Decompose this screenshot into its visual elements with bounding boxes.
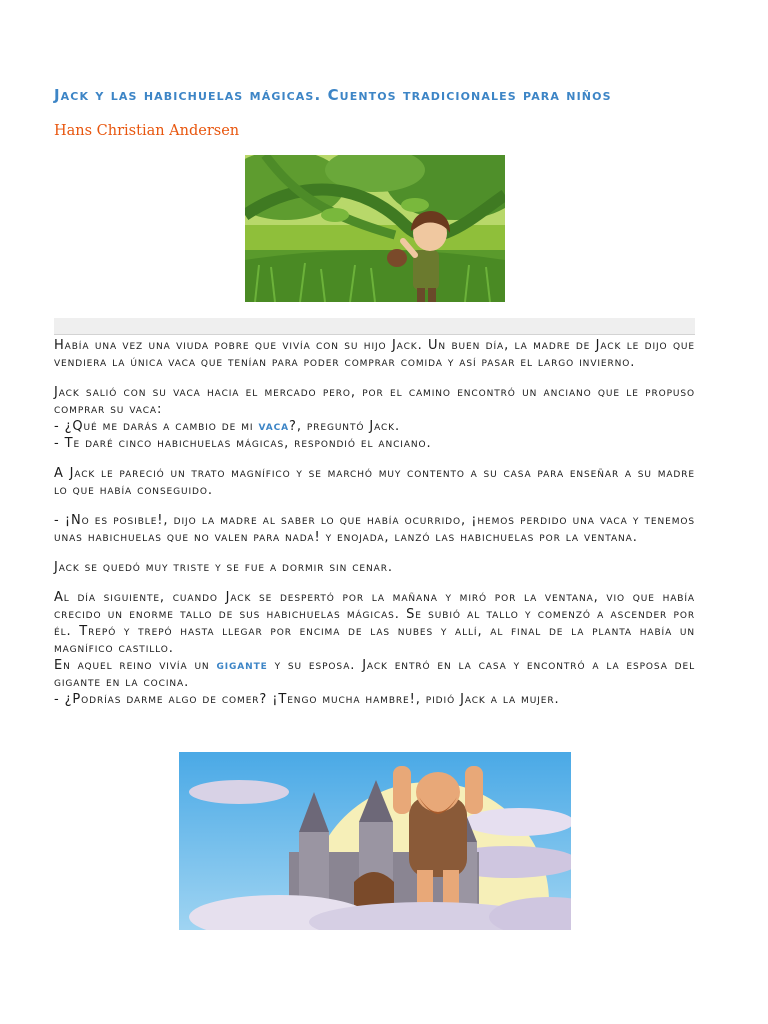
story-text-segment: - ¿Qué me darás a cambio de mi	[54, 419, 259, 434]
story-line: - ¿Podrías darme algo de comer? ¡Tengo mucha hambre!, pidió Jack a la mujer.	[54, 692, 560, 707]
giant-castle-drawing	[179, 752, 571, 930]
story-paragraph: Había una vez una viuda pobre que vivía con su hijo Jack. Un buen día, la madre de Jack le dijo que vendiera la única vaca que tenían para poder comprar comida y así pasar el largo invierno.	[54, 338, 695, 370]
story-text-segment: ?, preguntó Jack.	[289, 419, 401, 434]
story-text	[54, 337, 695, 721]
author-name: Hans Christian Andersen	[54, 123, 240, 139]
story-paragraph	[54, 589, 695, 708]
jack-beanstalk-illustration	[245, 155, 505, 302]
story-paragraph: A Jack le pareció un trato magnífico y se marchó muy contento a su casa para enseñar a su madre lo que había conseguido.	[54, 466, 695, 498]
vaca-link[interactable]: vaca	[258, 419, 290, 434]
story-line	[54, 657, 695, 691]
page-title: Jack y las habichuelas mágicas. Cuentos tradicionales para niños	[54, 86, 612, 104]
giant-castle-illustration	[179, 752, 571, 930]
story-line: Al día siguiente, cuando Jack se despertó por la mañana y miró por la ventana, vio que había crecido un enorme tallo de sus habichuelas mágicas. Se subió al tallo y comenzó a ascender por él. Trepó y trepó hasta llegar por encima de las nubes y allí, al final de la planta había un magnífico castillo.	[54, 590, 695, 656]
gigante-link[interactable]: gigante	[216, 658, 268, 673]
jack-beanstalk-drawing	[245, 155, 505, 302]
story-line: - Te daré cinco habichuelas mágicas, respondió el anciano.	[54, 436, 432, 451]
story-text-segment: En aquel reino vivía un	[54, 658, 217, 673]
story-text-segment: y su esposa. Jack entró en la casa y encontró a la esposa del gigante en la cocina.	[54, 658, 695, 690]
story-line: Jack salió con su vaca hacia el mercado pero, por el camino encontró un anciano que le propuso comprar su vaca:	[54, 385, 695, 417]
divider-bar	[54, 318, 695, 335]
story-paragraph: Jack se quedó muy triste y se fue a dormir sin cenar.	[54, 560, 393, 575]
story-line	[54, 418, 695, 435]
story-paragraph	[54, 384, 695, 452]
story-paragraph: - ¡No es posible!, dijo la madre al saber lo que había ocurrido, ¡hemos perdido una vaca y tenemos unas habichuelas que no valen para nada! y enojada, lanzó las habichuelas por la ventana.	[54, 513, 695, 545]
